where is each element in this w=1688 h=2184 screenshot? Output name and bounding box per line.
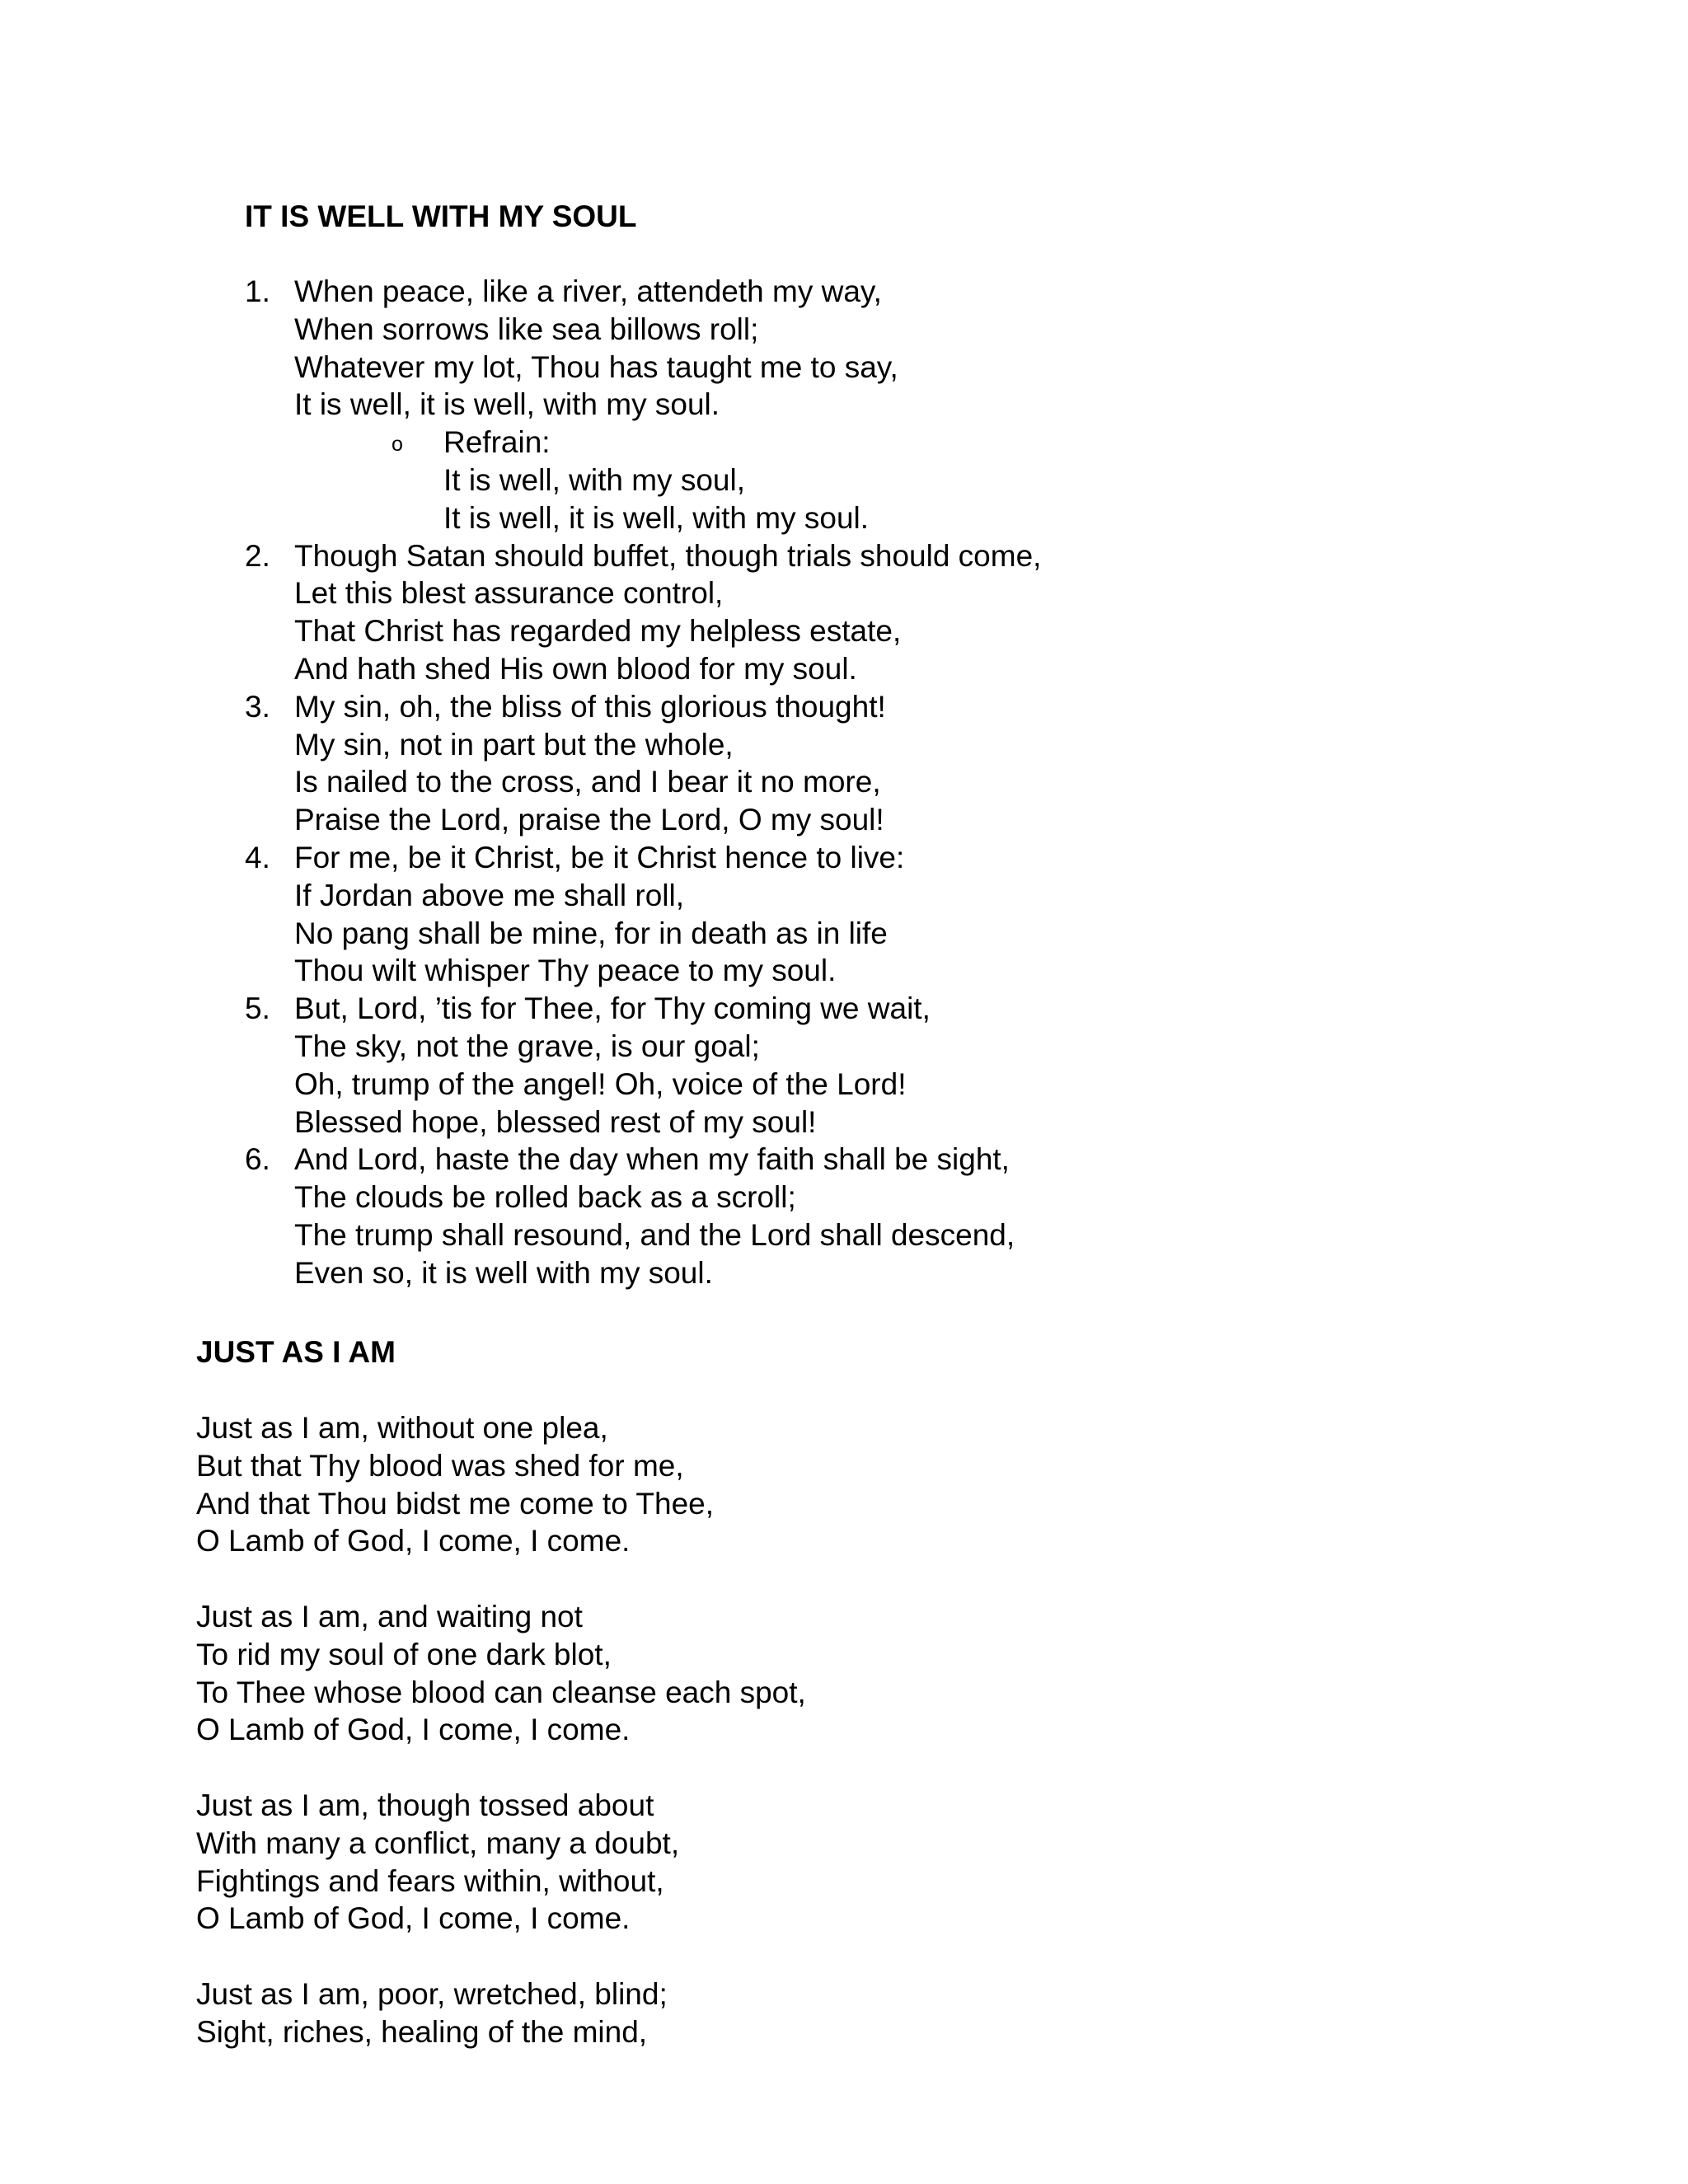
verse-6 <box>245 1141 1041 1291</box>
refrain-line: It is well, it is well, with my soul. <box>443 500 870 535</box>
verse-5 <box>245 990 1041 1141</box>
stanza-line: But that Thy blood was shed for me, <box>196 1448 684 1483</box>
verse-line: The clouds be rolled back as a scroll; <box>294 1180 796 1215</box>
verse-line: Let this blest assurance control, <box>294 576 724 611</box>
stanza-list <box>196 1409 806 2088</box>
verse-line: When peace, like a river, attendeth my way, <box>294 274 882 308</box>
verse-number: 6. <box>245 1142 270 1177</box>
stanza-line: Just as I am, and waiting not <box>196 1599 583 1633</box>
verse-line: And Lord, haste the day when my faith shall be sight, <box>294 1142 1010 1177</box>
verse-1 <box>245 273 1041 537</box>
verse-number: 5. <box>245 991 270 1026</box>
verse-line: It is well, it is well, with my soul. <box>294 387 720 422</box>
verse-line: Thou wilt whisper Thy peace to my soul. <box>294 954 837 988</box>
verse-line: Is nailed to the cross, and I bear it no more, <box>294 765 881 799</box>
verse-line: My sin, oh, the bliss of this glorious thought! <box>294 689 886 724</box>
verse-line: Praise the Lord, praise the Lord, O my soul! <box>294 803 884 837</box>
stanza-line: To Thee whose blood can cleanse each spot, <box>196 1675 806 1709</box>
stanza-1 <box>196 1409 806 1560</box>
stanza-line: Sight, riches, healing of the mind, <box>196 2014 648 2049</box>
stanza-4 <box>196 1975 806 2051</box>
verse-number: 3. <box>245 689 270 724</box>
stanza-line: Just as I am, without one plea, <box>196 1411 608 1445</box>
verse-line: Even so, it is well with my soul. <box>294 1255 713 1290</box>
verse-line: Though Satan should buffet, though trials should come, <box>294 538 1042 573</box>
refrain-line: It is well, with my soul, <box>443 462 745 497</box>
stanza-line: Just as I am, poor, wretched, blind; <box>196 1976 668 2011</box>
verse-line: The sky, not the grave, is our goal; <box>294 1029 760 1063</box>
verse-2 <box>245 537 1041 688</box>
hymn-title-it-is-well: IT IS WELL WITH MY SOUL <box>245 199 637 233</box>
refrain-label: Refrain: <box>443 425 551 460</box>
verse-line: Blessed hope, blessed rest of my soul! <box>294 1104 817 1139</box>
verse-line: The trump shall resound, and the Lord shall descend, <box>294 1217 1015 1252</box>
refrain <box>392 424 1041 537</box>
verse-number: 2. <box>245 538 270 573</box>
stanza-line: Just as I am, though tossed about <box>196 1788 654 1822</box>
verse-number: 1. <box>245 274 270 308</box>
verse-number: 4. <box>245 840 270 874</box>
verse-line: Whatever my lot, Thou has taught me to say, <box>294 349 898 384</box>
verse-line: Oh, trump of the angel! Oh, voice of the Lord! <box>294 1066 907 1101</box>
verse-line: No pang shall be mine, for in death as in life <box>294 916 888 950</box>
verse-line: For me, be it Christ, be it Christ hence to live: <box>294 840 905 874</box>
verse-line: And hath shed His own blood for my soul. <box>294 651 857 686</box>
stanza-line: O Lamb of God, I come, I come. <box>196 1713 631 1747</box>
verse-line: When sorrows like sea billows roll; <box>294 312 759 346</box>
stanza-line: To rid my soul of one dark blot, <box>196 1637 612 1671</box>
stanza-3 <box>196 1787 806 1938</box>
verse-line: My sin, not in part but the whole, <box>294 727 734 762</box>
stanza-line: And that Thou bidst me come to Thee, <box>196 1486 715 1521</box>
refrain-bullet: o <box>392 433 403 457</box>
stanza-2 <box>196 1598 806 1749</box>
verse-list <box>245 273 1041 1292</box>
verse-line: If Jordan above me shall roll, <box>294 878 685 912</box>
verse-line: But, Lord, ’tis for Thee, for Thy coming we wait, <box>294 991 931 1026</box>
hymn-title-just-as-i-am: JUST AS I AM <box>196 1335 396 1369</box>
stanza-line: O Lamb of God, I come, I come. <box>196 1901 631 1936</box>
verse-line: That Christ has regarded my helpless estate, <box>294 614 902 649</box>
stanza-line: Fightings and fears within, without, <box>196 1863 664 1898</box>
stanza-line: O Lamb of God, I come, I come. <box>196 1524 631 1558</box>
stanza-line: With many a conflict, many a doubt, <box>196 1825 680 1860</box>
verse-4 <box>245 839 1041 990</box>
verse-3 <box>245 688 1041 839</box>
